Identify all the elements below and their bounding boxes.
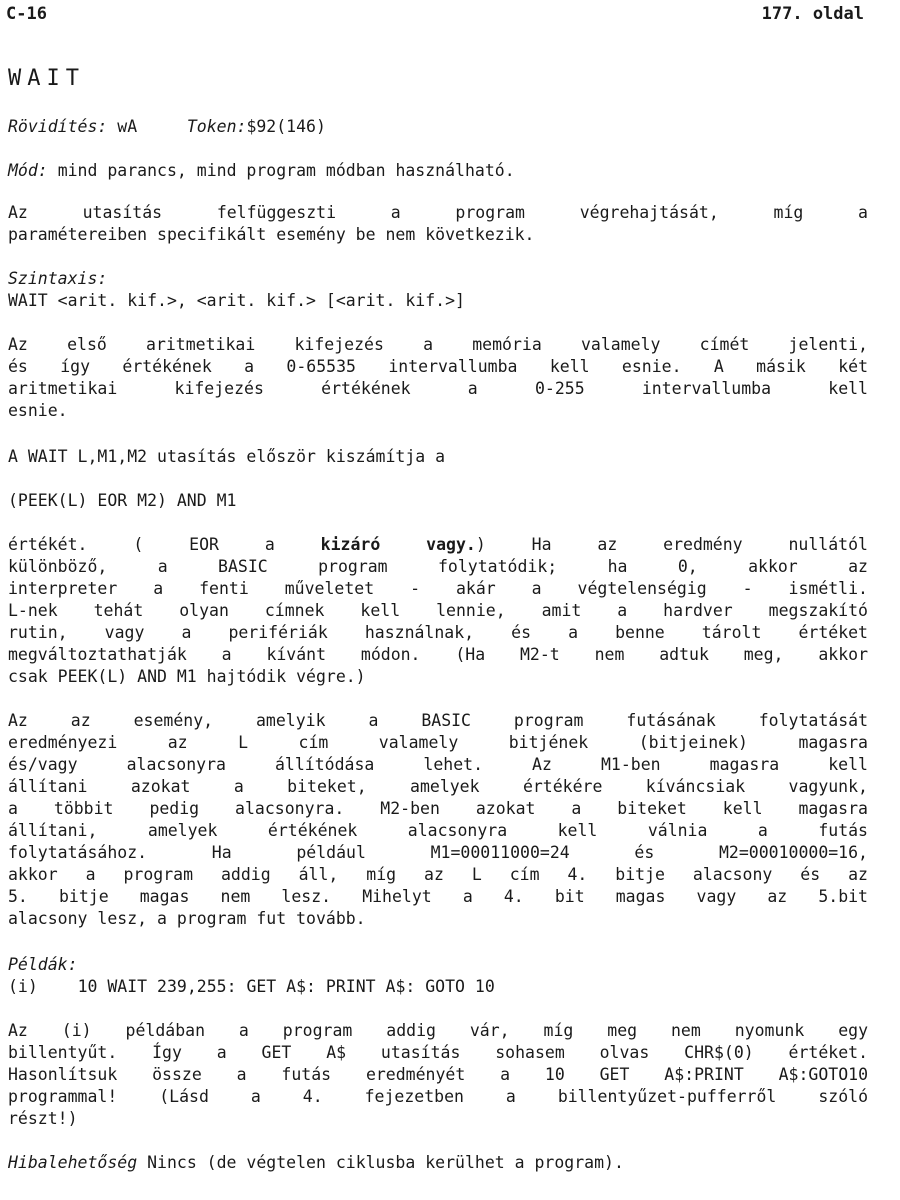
para4-line-10: alacsony lesz, a program fut tovább. [8,909,366,928]
para3-line-1-end: ) Ha az eredmény nullától [475,535,868,554]
para4-line-4: állítani azokat a biteket, amelyek értékére kíváncsiak vagyunk, [8,777,868,796]
para5-line-2: billentyűt. Így a GET A$ utasítás sohasem olvas CHR$(0) értéket. [8,1043,868,1062]
para1-line-4: esnie. [8,401,68,420]
para5-line-3: Hasonlítsuk össze a futás eredményét a 10 GET A$:PRINT A$:GOTO10 [8,1065,868,1084]
syntax-label: Szintaxis: [8,269,108,288]
para1-line-1: Az első aritmetikai kifejezés a memória valamely címét jelenti, [8,335,868,354]
errors-line [8,1152,624,1174]
chapter-code: C-16 [6,4,47,24]
mode-label: Mód: [8,161,48,180]
para2-text: A WAIT L,M1,M2 utasítás először kiszámítja a [8,447,446,466]
mode-line [8,160,515,182]
para3-line-3: interpreter a fenti műveletet - akár a végtelenségig - ismétli. [8,579,868,598]
errors-label: Hibalehetőség [8,1153,138,1172]
para1-line-2: és így értékének a 0-65535 intervallumba kell esnie. A másik két [8,357,868,376]
para3-line-1 [8,534,868,556]
para5-line-5: részt!) [8,1109,78,1128]
para4-line-2: eredményezi az L cím valamely bitjének (bitjeinek) magasra [8,733,868,752]
para3-line-7: csak PEEK(L) AND M1 hajtódik végre.) [8,667,366,686]
para4-line-5: a többit pedig alacsonyra. M2-ben azokat a biteket kell magasra [8,799,868,818]
para4-line-7: folytatásához. Ha például M1=00011000=24 és M2=00010000=16, [8,843,868,862]
abbreviation-label: Rövidítés: [8,117,108,136]
para4-line-6: állítani, amelyek értékének alacsonyra kell válnia a futás [8,821,868,840]
para5-line-4: programmal! (Lásd a 4. fejezetben a billentyűzet-pufferről szóló [8,1087,868,1106]
para1-line-3: aritmetikai kifejezés értékének a 0-255 intervallumba kell [8,379,868,398]
para4-line-1: Az az esemény, amelyik a BASIC program futásának folytatását [8,711,868,730]
example-item [8,976,495,998]
abbreviation-value: wA [117,117,138,136]
para3-line-4: L-nek tehát olyan címnek kell lennie, amit a hardver megszakító [8,601,868,620]
para5-line-1: Az (i) példában a program addig vár, míg meg nem nyomunk egy [8,1021,868,1040]
page-number: 177. oldal [761,4,864,24]
token-label: Token: [186,117,247,136]
para3-line-1-bold: kizáró vagy. [320,535,476,554]
errors-text: Nincs (de végtelen ciklusba kerülhet a program). [147,1153,624,1172]
abbreviation-line [8,116,326,138]
intro-line-1: Az utasítás felfüggeszti a program végrehajtását, míg a [8,203,868,222]
para3-line-6: megváltoztathatják a kívánt módon. (Ha M2-t nem adtuk meg, akkor [8,645,868,664]
formula-text: (PEEK(L) EOR M2) AND M1 [8,491,237,510]
examples-label: Példák: [8,955,78,974]
example-code: 10 WAIT 239,255: GET A$: PRINT A$: GOTO 10 [77,977,495,996]
para4-line-8: akkor a program addig áll, míg az L cím 4. bitje alacsony és az [8,865,868,884]
para4-line-3: és/vagy alacsonyra állítódása lehet. Az M1-ben magasra kell [8,755,868,774]
para3-line-1-start: értékét. ( EOR a [8,535,321,554]
intro-line-2: paramétereiben specifikált esemény be nem következik. [8,225,535,244]
para3-line-5: rutin, vagy a perifériák használnak, és a benne tárolt értéket [8,623,868,642]
command-title: WAIT [8,66,85,91]
example-number: (i) [8,977,38,996]
syntax-text: WAIT <arit. kif.>, <arit. kif.> [<arit. kif.>] [8,291,465,310]
para3-line-2: különböző, a BASIC program folytatódik; ha 0, akkor az [8,557,868,576]
token-value: $92(146) [246,117,326,136]
mode-text: mind parancs, mind program módban használható. [57,161,515,180]
para4-line-9: 5. bitje magas nem lesz. Mihelyt a 4. bit magas vagy az 5.bit [8,887,868,906]
